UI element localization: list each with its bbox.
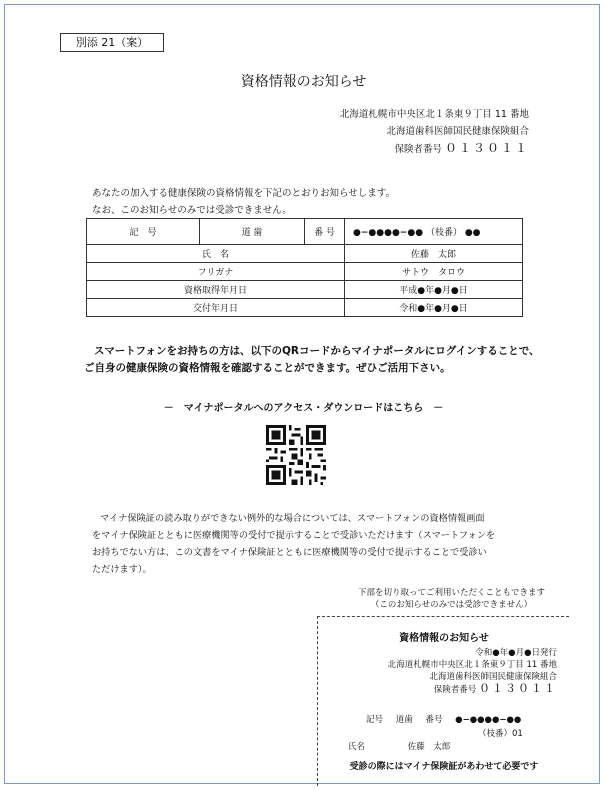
card-title: 資格情報のお知らせ [399, 633, 489, 644]
smartphone-text [84, 343, 544, 377]
exception-line: をマイナ保険証とともに医療機関等の受付で提示することで受診いただけます（スマートフォンを [92, 530, 496, 541]
card-number-value: ●−●●●●−●● [455, 715, 522, 725]
intro-line: なお、このお知らせのみでは受診できません。 [92, 205, 292, 216]
insurer-number-label: 保険者番号 [394, 144, 442, 155]
dotou-label: 道 歯 [200, 219, 305, 245]
intro-line: あなたの加入する健康保険の資格情報を下記のとおりお知らせします。 [92, 188, 395, 199]
table-row [87, 245, 523, 263]
branch-value: ●● [464, 228, 481, 238]
exception-text [92, 510, 532, 578]
number-cell [345, 219, 523, 245]
attachment-label: 別添 21（案） [60, 33, 164, 52]
table-row [87, 219, 523, 245]
card-dotou: 道歯 [395, 715, 413, 725]
row-value: 佐藤 太郎 [345, 245, 523, 263]
row-label: フリガナ [87, 263, 345, 281]
card-union: 北海道歯科医師国民健康保険組合 [429, 672, 557, 682]
row-value: 平成●年●月●日 [345, 281, 523, 299]
bangou-label: 番 号 [305, 219, 345, 245]
cutout-note [358, 587, 545, 611]
card-notice: 受診の際にはマイナ保険証があわせて必要です [349, 762, 539, 772]
card-insurer-number: ０１３０１１ [479, 682, 557, 695]
card-name-row [348, 740, 490, 752]
smartphone-line: スマートフォンをお持ちの方は、以下のQRコードからマイナポータルにログインすることで、 [94, 345, 540, 357]
issuer-block [340, 106, 529, 158]
smartphone-line: ご自身の健康保険の資格情報を確認することができます。ぜひご活用下さい。 [84, 362, 451, 374]
cutout-line: （このお知らせのみでは受診できません） [370, 600, 533, 610]
insurer-number: ０１３０１１ [444, 141, 529, 155]
issuer-address: 北海道札幌市中央区北１条東９丁目 11 番地 [339, 109, 529, 120]
card-name-value: 佐藤 太郎 [407, 742, 451, 752]
card-kigou: 記号 [366, 715, 384, 725]
card-bangou: 番号 [425, 715, 443, 725]
row-label: 資格取得年月日 [87, 281, 345, 299]
card-number-row [366, 713, 531, 725]
issuer-union: 北海道歯科医師国民健康保険組合 [386, 126, 529, 137]
table-row [87, 299, 523, 317]
card-name-label: 氏名 [348, 742, 366, 752]
branch-label: （枝番） [425, 228, 462, 238]
row-label: 交付年月日 [87, 299, 345, 317]
qualification-table [86, 218, 523, 317]
table-row [87, 281, 523, 299]
issuer-number-line [340, 140, 529, 158]
card-issuer-block [388, 647, 557, 696]
row-value: 令和●年●月●日 [345, 299, 523, 317]
exception-line: マイナ保険証の読み取りができない例外的な場合については、スマートフォンの資格情報画面 [100, 513, 485, 524]
exception-line: お持ちでない方は、この文書をマイナ保険証とともに医療機関等の受付で提示することで受診い [92, 547, 487, 558]
card-insurer-line [388, 683, 557, 696]
access-heading: － マイナポータルへのアクセス・ダウンロードはこちら － [163, 403, 444, 414]
number-value: ●−●●●●−●● [353, 228, 424, 238]
table-row [87, 263, 523, 281]
cutout-line: 下部を切り取ってご利用いただくこともできます [357, 588, 545, 598]
card-issued-date: 令和●年●月●日発行 [475, 648, 557, 658]
row-label: 氏 名 [87, 245, 345, 263]
page-title: 資格情報のお知らせ [240, 74, 367, 90]
kigou-label: 記 号 [87, 219, 200, 245]
qr-code-icon[interactable] [263, 425, 329, 485]
intro-text [92, 185, 395, 219]
row-value: サトウ タロウ [345, 263, 523, 281]
exception-line: ただけます）。 [92, 564, 152, 575]
cutout-card [317, 616, 569, 786]
card-branch: （枝番）01 [478, 729, 523, 739]
card-insurer-label: 保険者番号 [433, 685, 477, 695]
card-address: 北海道札幌市中央区北１条東９丁目 11 番地 [387, 660, 557, 670]
